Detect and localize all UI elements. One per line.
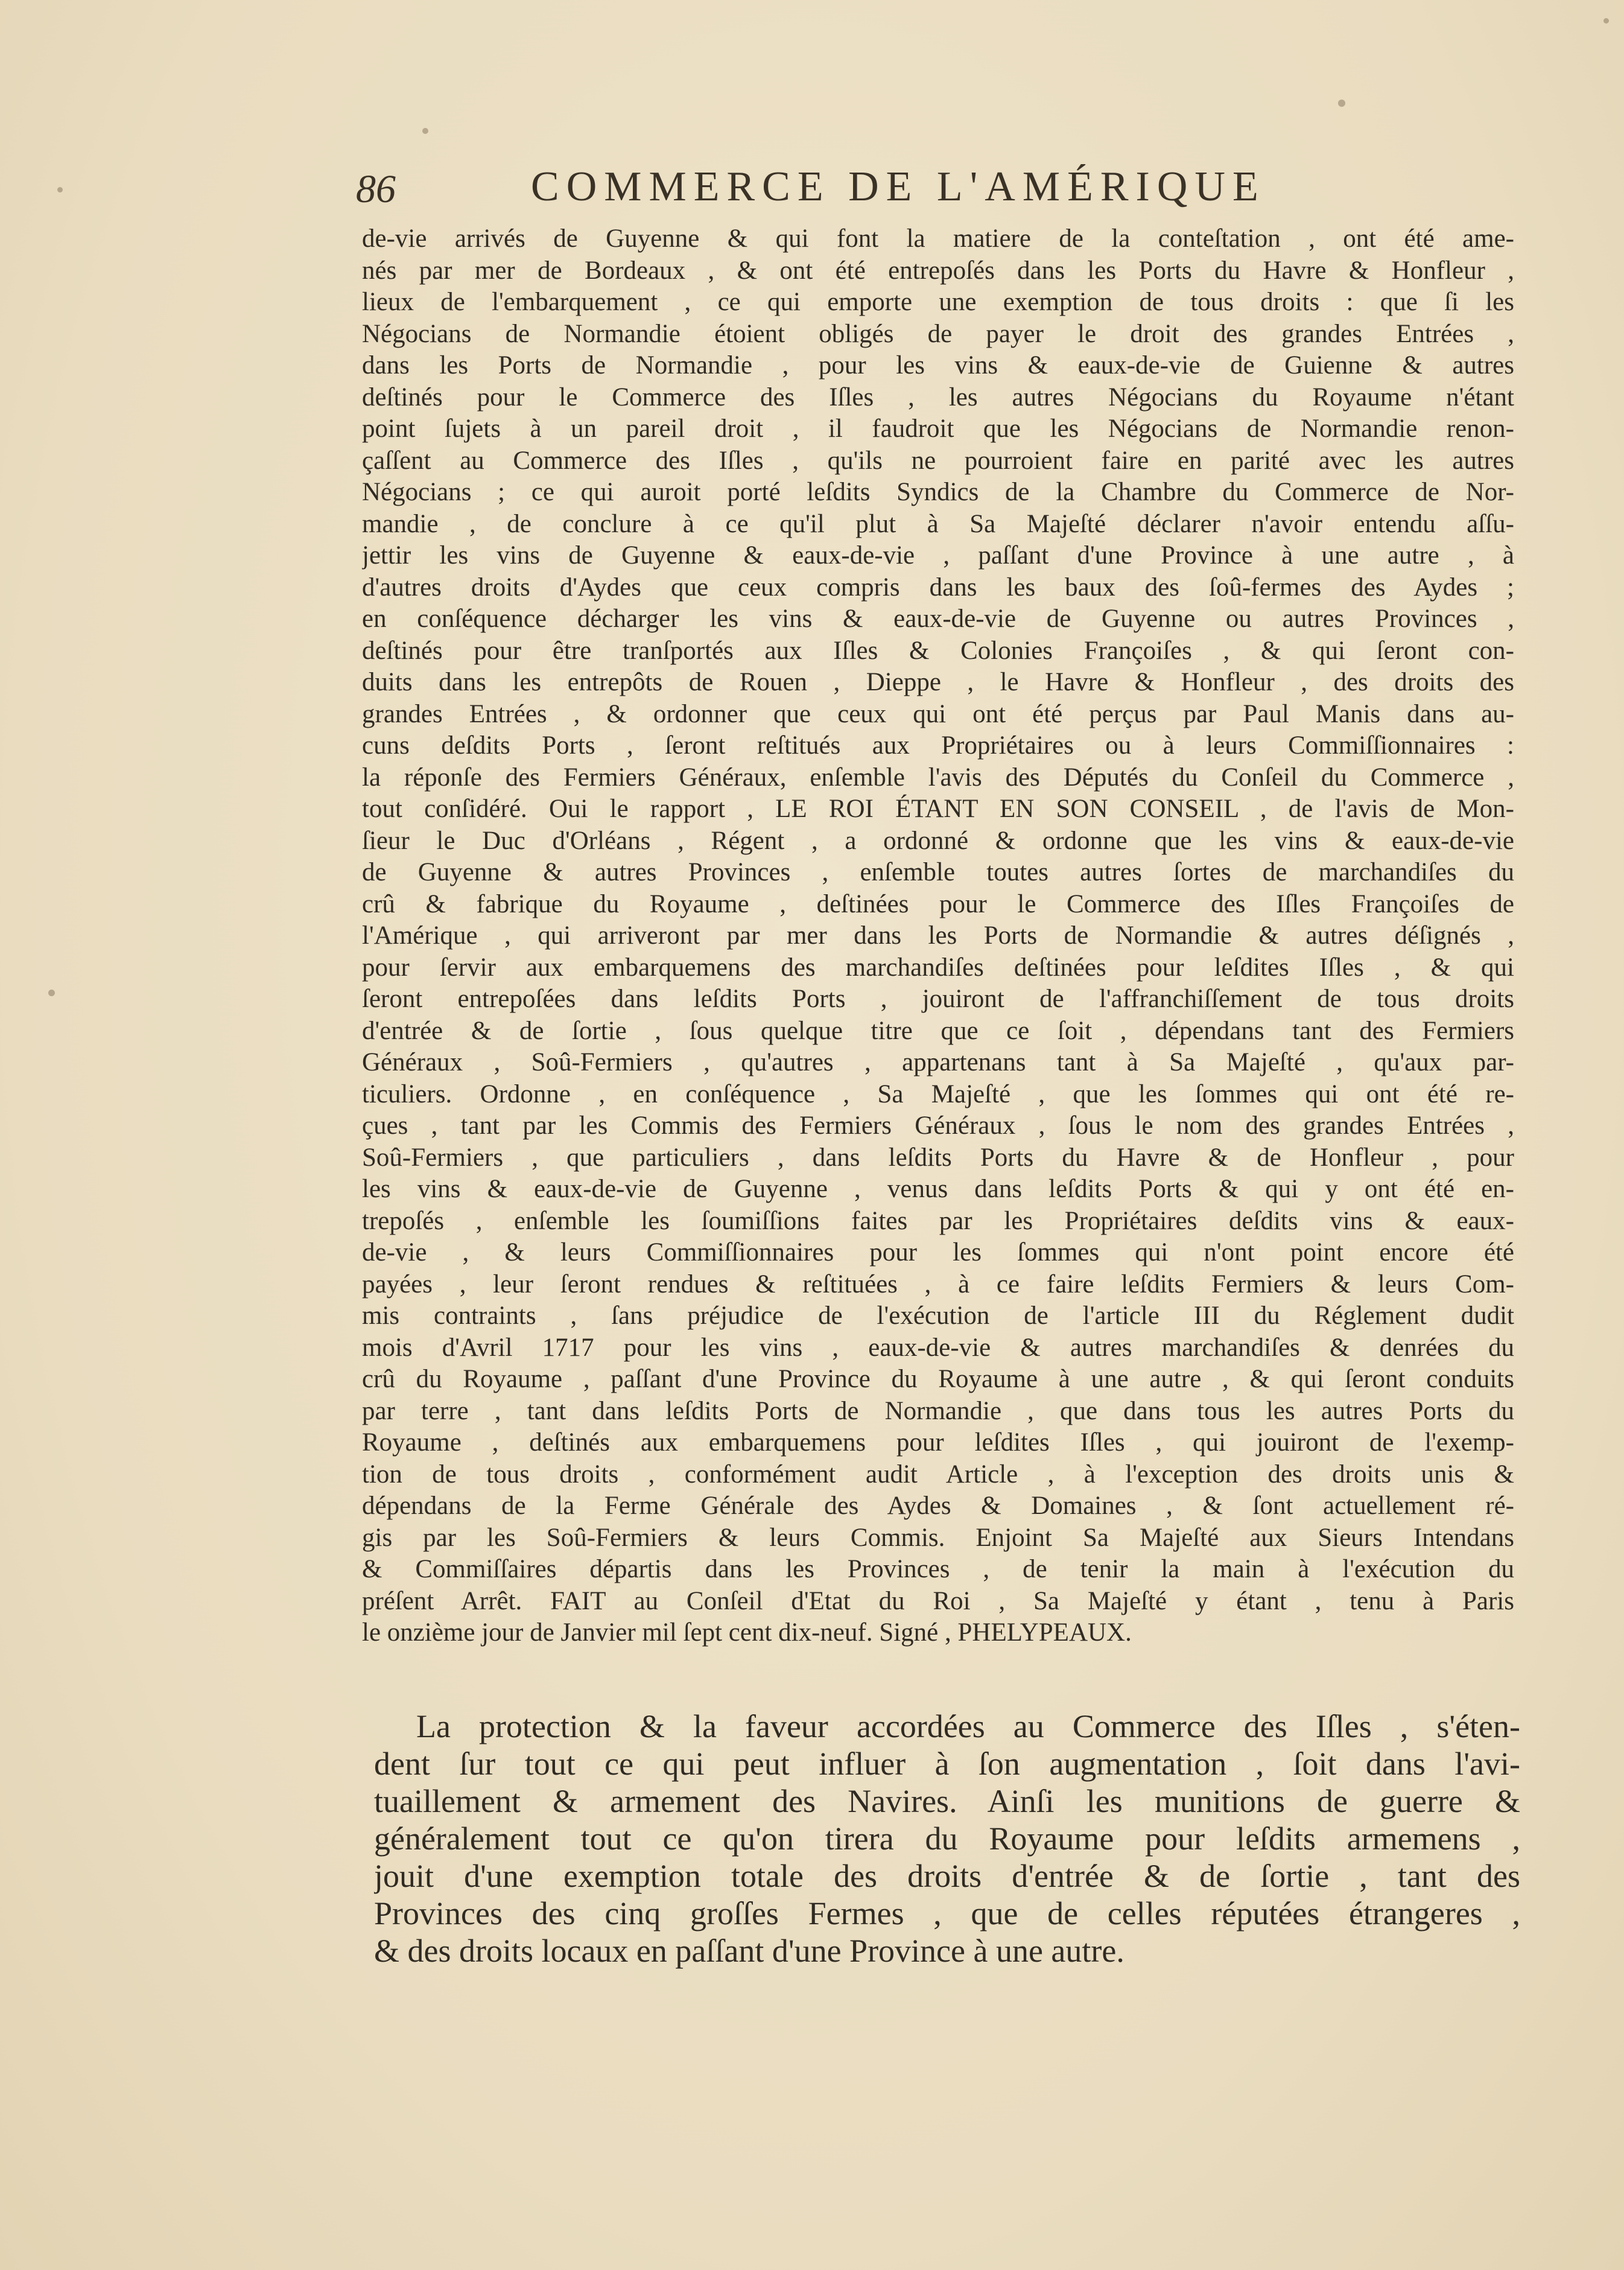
text-line: payées , leur ſeront rendues & reſtituées , à ce faire leſdits Fermiers & leurs Com-	[362, 1270, 1514, 1299]
page-number: 86	[356, 167, 396, 211]
text-line: nés par mer de Bordeaux , & ont été entrepoſés dans les Ports du Havre & Honfleur ,	[362, 256, 1514, 285]
text-line: jouit d'une exemption totale des droits d'entrée & de ſortie , tant des	[374, 1858, 1520, 1894]
text-line: ſeront entrepoſées dans leſdits Ports , jouiront de l'affranchiſſement de tous droits	[362, 985, 1514, 1013]
text-line: de-vie arrivés de Guyenne & qui font la matiere de la conteſtation , ont été ame-	[362, 224, 1514, 253]
text-line: jettir les vins de Guyenne & eaux-de-vie , paſſant d'une Province à une autre , à	[362, 541, 1514, 570]
text-line: Royaume , deſtinés aux embarquemens pour leſdites Iſles , qui jouiront de l'exemp-	[362, 1428, 1514, 1457]
text-line: trepoſés , enſemble les ſoumiſſions faites par les Propriétaires deſdits vins & eaux-	[362, 1206, 1514, 1235]
text-line: mis contraints , ſans préjudice de l'exécution de l'article III du Réglement dudit	[362, 1302, 1514, 1330]
text-line: crû du Royaume , paſſant d'une Province du Royaume à une autre , & qui ſeront conduits	[362, 1365, 1514, 1393]
text-line: préſent Arrêt. FAIT au Conſeil d'Etat du Roi , Sa Majeſté y étant , tenu à Paris	[362, 1586, 1514, 1615]
text-line: Généraux , Soû-Fermiers , qu'autres , appartenans tant à Sa Majeſté , qu'aux par-	[362, 1048, 1514, 1076]
text-line: & Commiſſaires départis dans les Provinces , de tenir la main à l'exécution du	[362, 1555, 1514, 1583]
text-line: Soû-Fermiers , que particuliers , dans leſdits Ports du Havre & de Honfleur , pour	[362, 1143, 1514, 1172]
text-line: mandie , de conclure à ce qu'il plut à Sa Majeſté déclarer n'avoir entendu aſſu-	[362, 509, 1514, 538]
text-line: Provinces des cinq groſſes Fermes , que de celles réputées étrangeres ,	[374, 1895, 1520, 1931]
text-line: tuaillement & armement des Navires. Ainſi les munitions de guerre &	[374, 1783, 1520, 1819]
text-line: en conſéquence décharger les vins & eaux-de-vie de Guyenne ou autres Provinces ,	[362, 605, 1514, 633]
text-line: la réponſe des Fermiers Généraux, enſemble l'avis des Députés du Conſeil du Commerce ,	[362, 763, 1514, 792]
text-line: par terre , tant dans leſdits Ports de Normandie , que dans tous les autres Ports du	[362, 1396, 1514, 1425]
text-line: de Guyenne & autres Provinces , enſemble toutes autres ſortes de marchandiſes du	[362, 858, 1514, 886]
text-line: les vins & eaux-de-vie de Guyenne , venus dans leſdits Ports & qui y ont été en-	[362, 1175, 1514, 1203]
text-line: d'entrée & de ſortie , ſous quelque titre que ce ſoit , dépendans tant des Fermiers	[362, 1016, 1514, 1045]
text-line: Négocians ; ce qui auroit porté leſdits Syndics de la Chambre du Commerce de Nor-	[362, 478, 1514, 506]
text-line: dent ſur tout ce qui peut influer à ſon augmentation , ſoit dans l'avi-	[374, 1746, 1520, 1782]
page-header	[356, 163, 1357, 217]
text-line: ticuliers. Ordonne , en conſéquence , Sa Majeſté , que les ſommes qui ont été re-	[362, 1079, 1514, 1108]
ink-spot	[48, 990, 55, 996]
text-line: généralement tout ce qu'on tirera du Royaume pour leſdits armemens ,	[374, 1820, 1520, 1857]
text-line: Négocians de Normandie étoient obligés de payer le droit des grandes Entrées ,	[362, 319, 1514, 348]
ink-spot	[1338, 100, 1345, 107]
text-line: duits dans les entrepôts de Rouen , Dieppe , le Havre & Honfleur , des droits des	[362, 668, 1514, 696]
text-line: l'Amérique , qui arriveront par mer dans les Ports de Normandie & autres déſignés ,	[362, 921, 1514, 950]
text-line: dans les Ports de Normandie , pour les vins & eaux-de-vie de Guienne & autres	[362, 351, 1514, 380]
text-line: tout conſidéré. Oui le rapport , LE ROI ÉTANT EN SON CONSEIL , de l'avis de Mon-	[362, 795, 1514, 823]
ink-spot	[422, 128, 428, 134]
text-line: deſtinés pour le Commerce des Iſles , les autres Négocians du Royaume n'étant	[362, 383, 1514, 412]
text-line: grandes Entrées , & ordonner que ceux qui ont été perçus par Paul Manis dans au-	[362, 699, 1514, 728]
text-line: & des droits locaux en paſſant d'une Province à une autre.	[374, 1933, 1124, 1969]
text-line: lieux de l'embarquement , ce qui emporte une exemption de tous droits : que ſi les	[362, 288, 1514, 316]
decree-text	[362, 223, 1514, 1649]
text-line: çues , tant par les Commis des Fermiers Généraux , ſous le nom des grandes Entrées ,	[362, 1111, 1514, 1140]
text-line: ſieur le Duc d'Orléans , Régent , a ordonné & ordonne que les vins & eaux-de-vie	[362, 826, 1514, 855]
text-line: crû & fabrique du Royaume , deſtinées pour le Commerce des Iſles Françoiſes de	[362, 889, 1514, 918]
text-line: dépendans de la Ferme Générale des Aydes & Domaines , & ſont actuellement ré-	[362, 1492, 1514, 1520]
text-line: gis par les Soû-Fermiers & leurs Commis. Enjoint Sa Majeſté aux Sieurs Intendans	[362, 1523, 1514, 1552]
text-line: tion de tous droits , conformément audit Article , à l'exception des droits unis &	[362, 1460, 1514, 1489]
text-line: mois d'Avril 1717 pour les vins , eaux-de-vie & autres marchandiſes & denrées du	[362, 1333, 1514, 1362]
running-head: COMMERCE DE L'AMÉRIQUE	[531, 164, 1266, 210]
text-line: point ſujets à un pareil droit , il faudroit que les Négocians de Normandie renon-	[362, 415, 1514, 443]
text-line: de-vie , & leurs Commiſſionnaires pour les ſommes qui n'ont point encore été	[362, 1238, 1514, 1267]
ink-spot	[57, 187, 63, 192]
ink-spot	[1603, 18, 1609, 24]
text-line: deſtinés pour être tranſportés aux Iſles & Colonies Françoiſes , & qui ſeront con-	[362, 636, 1514, 665]
text-line: d'autres droits d'Aydes que ceux compris dans les baux des ſoû-fermes des Aydes ;	[362, 573, 1514, 602]
text-line: La protection & la faveur accordées au Commerce des Iſles , s'éten-	[416, 1708, 1520, 1744]
signature-line: le onzième jour de Janvier mil ſept cent dix-neuf. Signé , PHELYPEAUX.	[362, 1618, 1132, 1647]
text-line: çaſſent au Commerce des Iſles , qu'ils ne pourroient faire en parité avec les autres	[362, 446, 1514, 475]
text-line: pour ſervir aux embarquemens des marchandiſes deſtinées pour leſdites Iſles , & qui	[362, 953, 1514, 982]
closing-paragraph	[374, 1708, 1520, 1970]
text-line: cuns deſdits Ports , ſeront reſtitués aux Propriétaires ou à leurs Commiſſionnaires :	[362, 731, 1514, 760]
